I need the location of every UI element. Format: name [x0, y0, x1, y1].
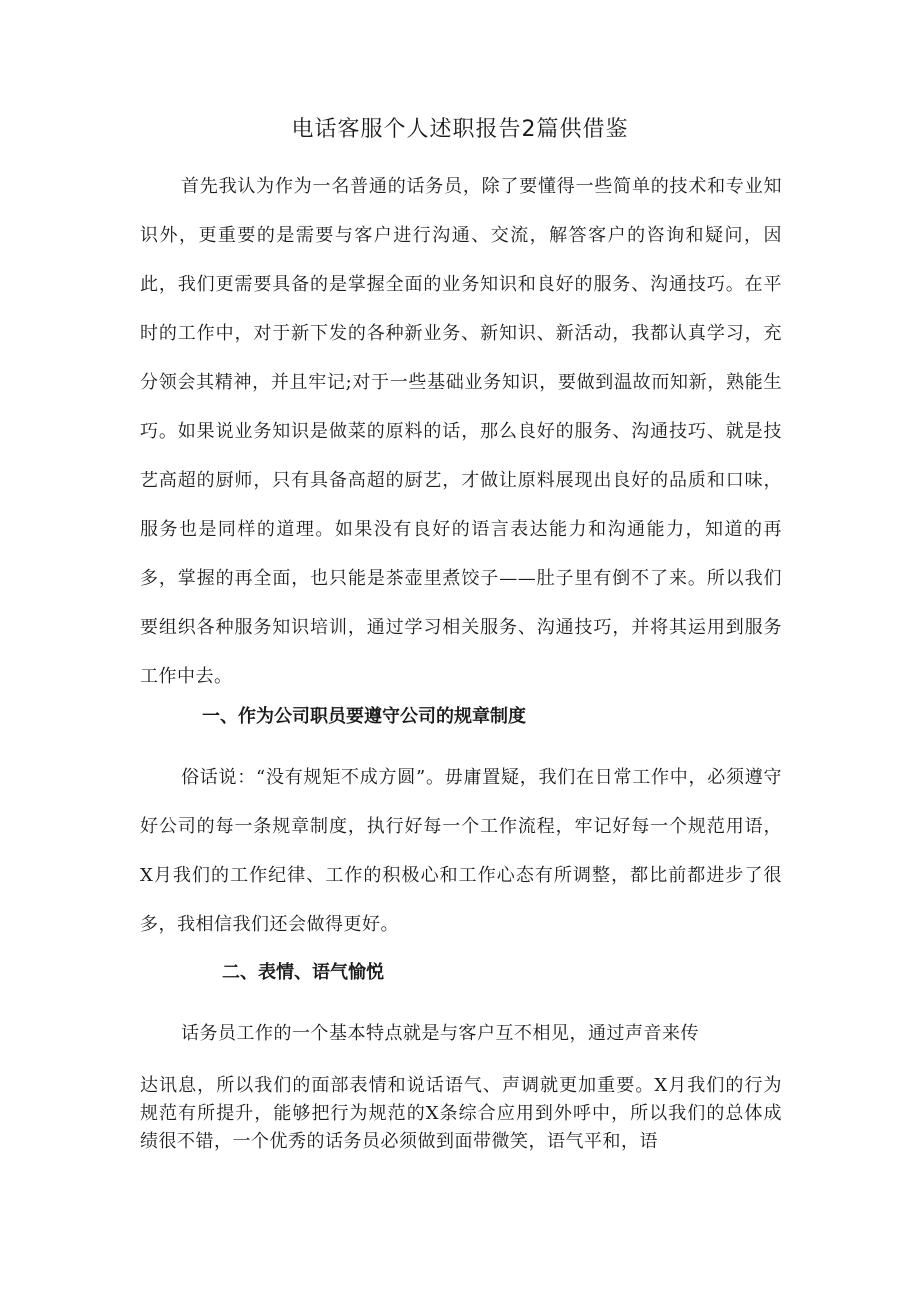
- body-paragraph: 首先我认为作为一名普通的话务员，除了要懂得一些简单的技术和专业知识外，更重要的是需要与客户进行沟通、交流，解答客户的咨询和疑问，因此，我们更需要具备的是掌握全面的业务知识和良好的服务、沟通技巧。在平时的工作中，对于新下发的各种新业务、新知识、新活动，我都认真学习，充分领会其精神，并且牢记;对于一些基础业务知识，要做到温故而知新，熟能生巧。如果说业务知识是做菜的原料的话，那么良好的服务、沟通技巧、就是技艺高超的厨师，只有具备高超的厨艺，才做让原料展现出良好的品质和口味，服务也是同样的道理。如果没有良好的语言表达能力和沟通能力，知道的再多，掌握的再全面，也只能是茶壶里煮饺子——肚子里有倒不了来。所以我们要组织各种服务知识培训，通过学习相关服务、沟通技巧，并将其运用到服务工作中去。: [140, 176, 782, 687]
- body-paragraph: 俗话说：“没有规矩不成方圆”。毋庸置疑，我们在日常工作中，必须遵守好公司的每一条规章制度，执行好每一个工作流程，牢记好每一个规范用语，X月我们的工作纪律、工作的积极心和工作心态有所调整，都比前都进步了很多，我相信我们还会做得更好。: [140, 767, 782, 935]
- body-paragraph: 话务员工作的一个基本特点就是与客户互不相见，通过声音来传: [181, 1023, 699, 1044]
- section-heading: 二、表情、语气愉悦: [222, 962, 384, 983]
- body-paragraph: 达讯息，所以我们的面部表情和说话语气、声调就更加重要。X月我们的行为规范有所提升，能够把行为规范的X条综合应用到外呼中，所以我们的总体成绩很不错，一个优秀的话务员必须做到面带微笑，语气平和，语: [140, 1075, 782, 1152]
- document-title: 电话客服个人述职报告2篇供借鉴: [291, 117, 629, 142]
- section-heading: 一、作为公司职员要遵守公司的规章制度: [202, 706, 526, 727]
